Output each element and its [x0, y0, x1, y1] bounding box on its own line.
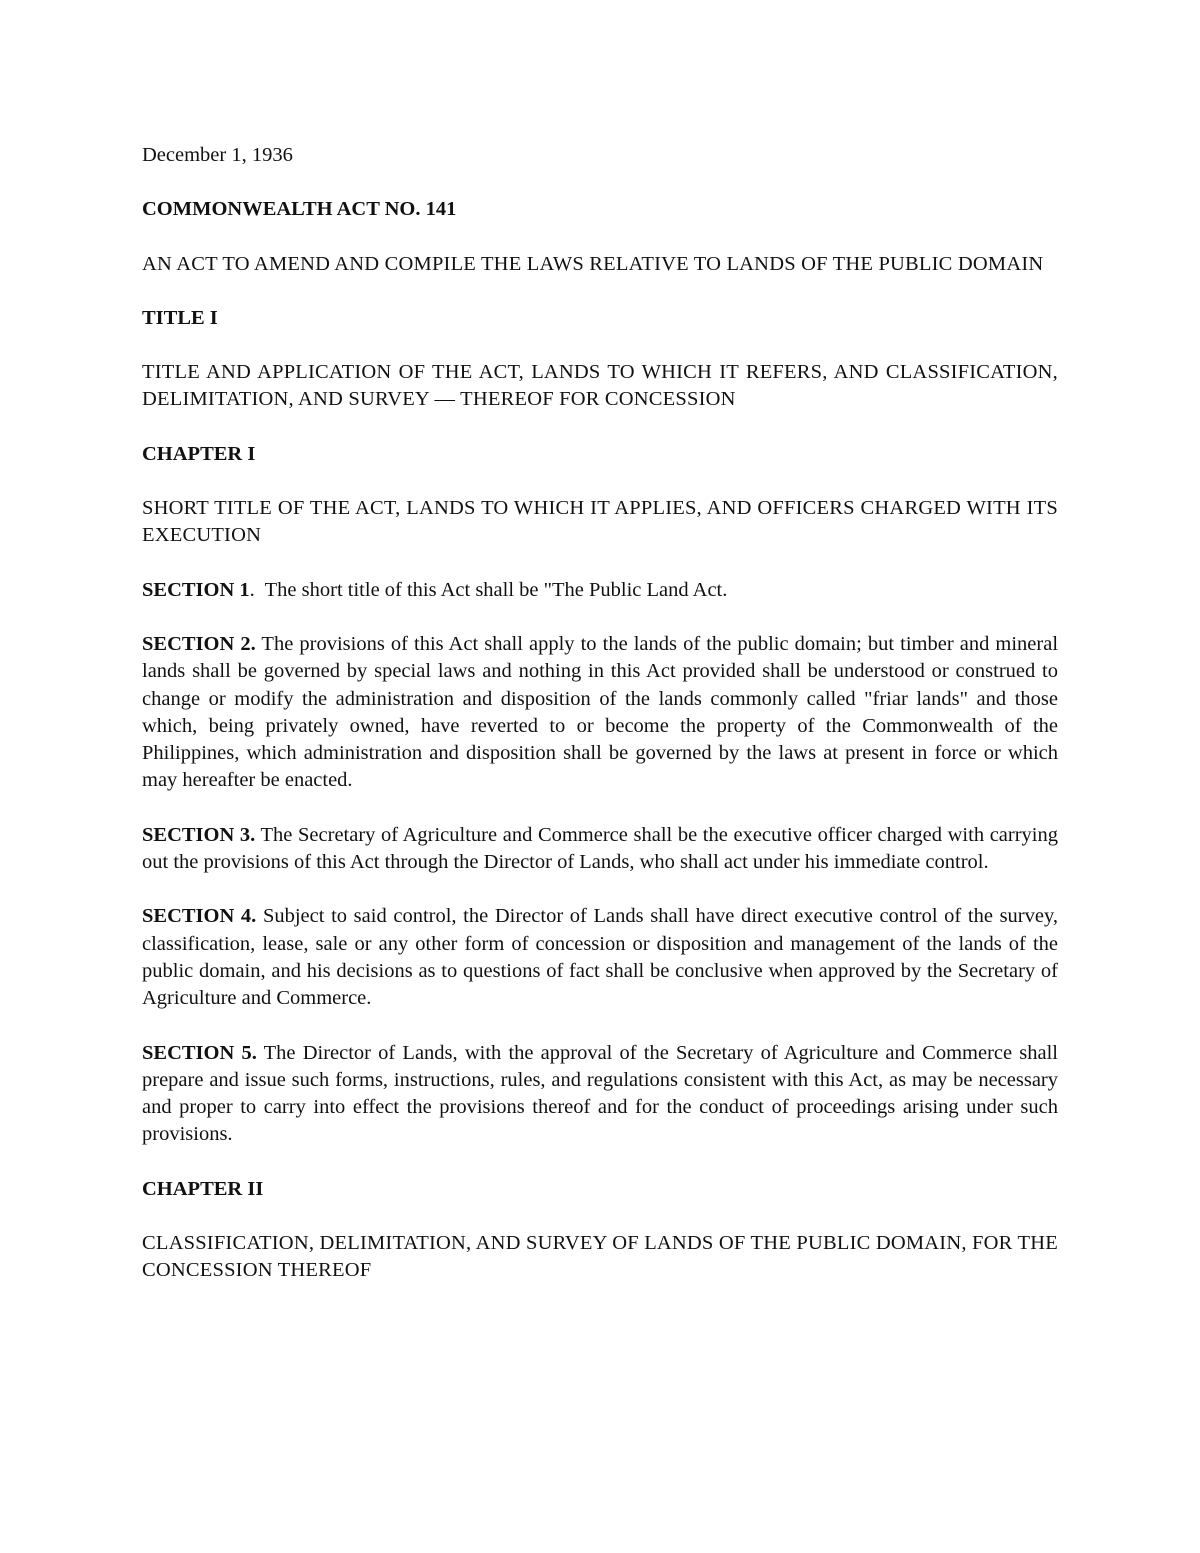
section-5: [142, 1040, 1058, 1149]
chapter-2-subject: CLASSIFICATION, DELIMITATION, AND SURVEY OF LANDS OF THE PUBLIC DOMAIN, FOR THE CONCESSION THEREOF: [142, 1232, 1058, 1282]
chapter-2-heading: CHAPTER II: [142, 1177, 264, 1200]
section-3-label: SECTION 3.: [142, 823, 256, 846]
section-4: [142, 903, 1058, 1012]
chapter-1-subject: SHORT TITLE OF THE ACT, LANDS TO WHICH IT APPLIES, AND OFFICERS CHARGED WITH ITS EXECUTION: [142, 497, 1058, 547]
section-5-label: SECTION 5.: [142, 1041, 257, 1064]
section-5-text: The Director of Lands, with the approval of the Secretary of Agriculture and Commerce shall prepare and issue such forms, instructions, rules, and regulations consistent with this Act, as may be necessary and proper to carry into effect the provisions thereof and for the conduct of proceedings arising under such provisions.: [142, 1041, 1058, 1146]
section-4-label: SECTION 4.: [142, 905, 257, 928]
section-1-text: The short title of this Act shall be "The Public Land Act.: [254, 578, 728, 601]
section-1-label-suffix: .: [249, 578, 255, 601]
document-body: [142, 142, 1058, 1312]
act-title: AN ACT TO AMEND AND COMPILE THE LAWS RELATIVE TO LANDS OF THE PUBLIC DOMAIN: [142, 252, 1044, 275]
section-2-label: SECTION 2.: [142, 632, 256, 655]
section-1-label: SECTION 1: [142, 578, 250, 601]
title-subject: TITLE AND APPLICATION OF THE ACT, LANDS TO WHICH IT REFERS, AND CLASSIFICATION, DELIMITATION, AND SURVEY — THEREOF FOR CONCESSION: [142, 361, 1058, 411]
section-4-text: Subject to said control, the Director of Lands shall have direct executive control of the survey, classification, lease, sale or any other form of concession or disposition and management of the lands of the public domain, and his decisions as to questions of fact shall be conclusive when approved by the Secretary of Agriculture and Commerce.: [142, 905, 1059, 1010]
section-3-text: The Secretary of Agriculture and Commerce shall be the executive officer charged with carrying out the provisions of this Act through the Director of Lands, who shall act under his immediate control.: [142, 823, 1058, 874]
section-2-text: The provisions of this Act shall apply to the lands of the public domain; but timber and mineral lands shall be governed by special laws and nothing in this Act provided shall be understood or construed to change or modify the administration and disposition of the lands commonly called "friar lands" and those which, being privately owned, have reverted to or become the property of the Commonwealth of the Philippines, which administration and disposition shall be governed by the laws at present in force or which may hereafter be enacted.: [142, 632, 1059, 792]
section-3: [142, 822, 1058, 877]
section-1: [142, 577, 1058, 604]
document-date: December 1, 1936: [142, 144, 293, 166]
chapter-1-heading: CHAPTER I: [142, 442, 256, 465]
title-heading: TITLE I: [142, 306, 218, 329]
section-2: [142, 631, 1058, 795]
act-number: COMMONWEALTH ACT NO. 141: [142, 198, 457, 221]
